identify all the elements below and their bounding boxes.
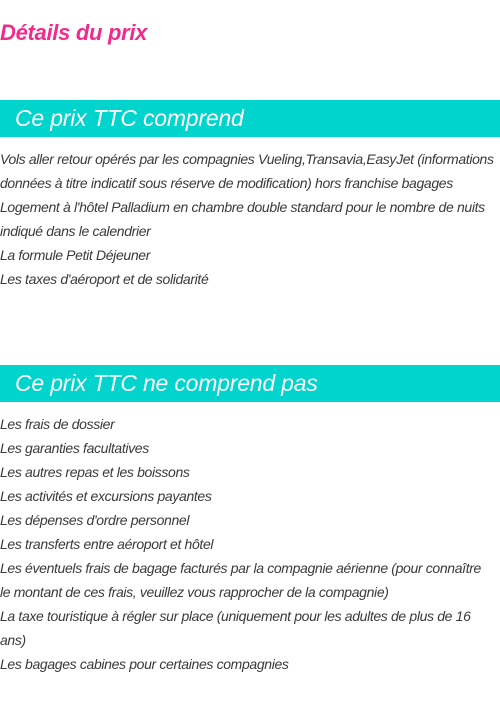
list-item: La formule Petit Déjeuner [0, 247, 151, 263]
list-item: Les activités et excursions payantes [0, 488, 212, 504]
list-item: Les dépenses d'ordre personnel [0, 512, 190, 528]
list-item: Les garanties facultatives [0, 440, 149, 456]
list-item: Vols aller retour opérés par les compagnies Vueling,Transavia,EasyJet (informations données à titre indicatif sous réserve de modification) hors franchise bagages [0, 151, 494, 191]
excluded-list [0, 412, 494, 676]
list-item: Les autres repas et les boissons [0, 464, 190, 480]
list-item: Les frais de dossier [0, 416, 115, 432]
included-heading: Ce prix TTC comprend [0, 100, 500, 137]
list-item: La taxe touristique à régler sur place (uniquement pour les adultes de plus de 16 ans) [0, 608, 471, 648]
page-title: Détails du prix [0, 20, 148, 45]
included-list [0, 147, 494, 291]
list-item: Les taxes d'aéroport et de solidarité [0, 271, 209, 287]
list-item: Les transferts entre aéroport et hôtel [0, 536, 214, 552]
list-item: Les bagages cabines pour certaines compagnies [0, 656, 289, 672]
excluded-heading: Ce prix TTC ne comprend pas [0, 365, 500, 402]
list-item: Les éventuels frais de bagage facturés par la compagnie aérienne (pour connaître le montant de ces frais, veuillez vous rapprocher de la compagnie) [0, 560, 481, 600]
list-item: Logement à l'hôtel Palladium en chambre double standard pour le nombre de nuits indiqué dans le calendrier [0, 199, 485, 239]
